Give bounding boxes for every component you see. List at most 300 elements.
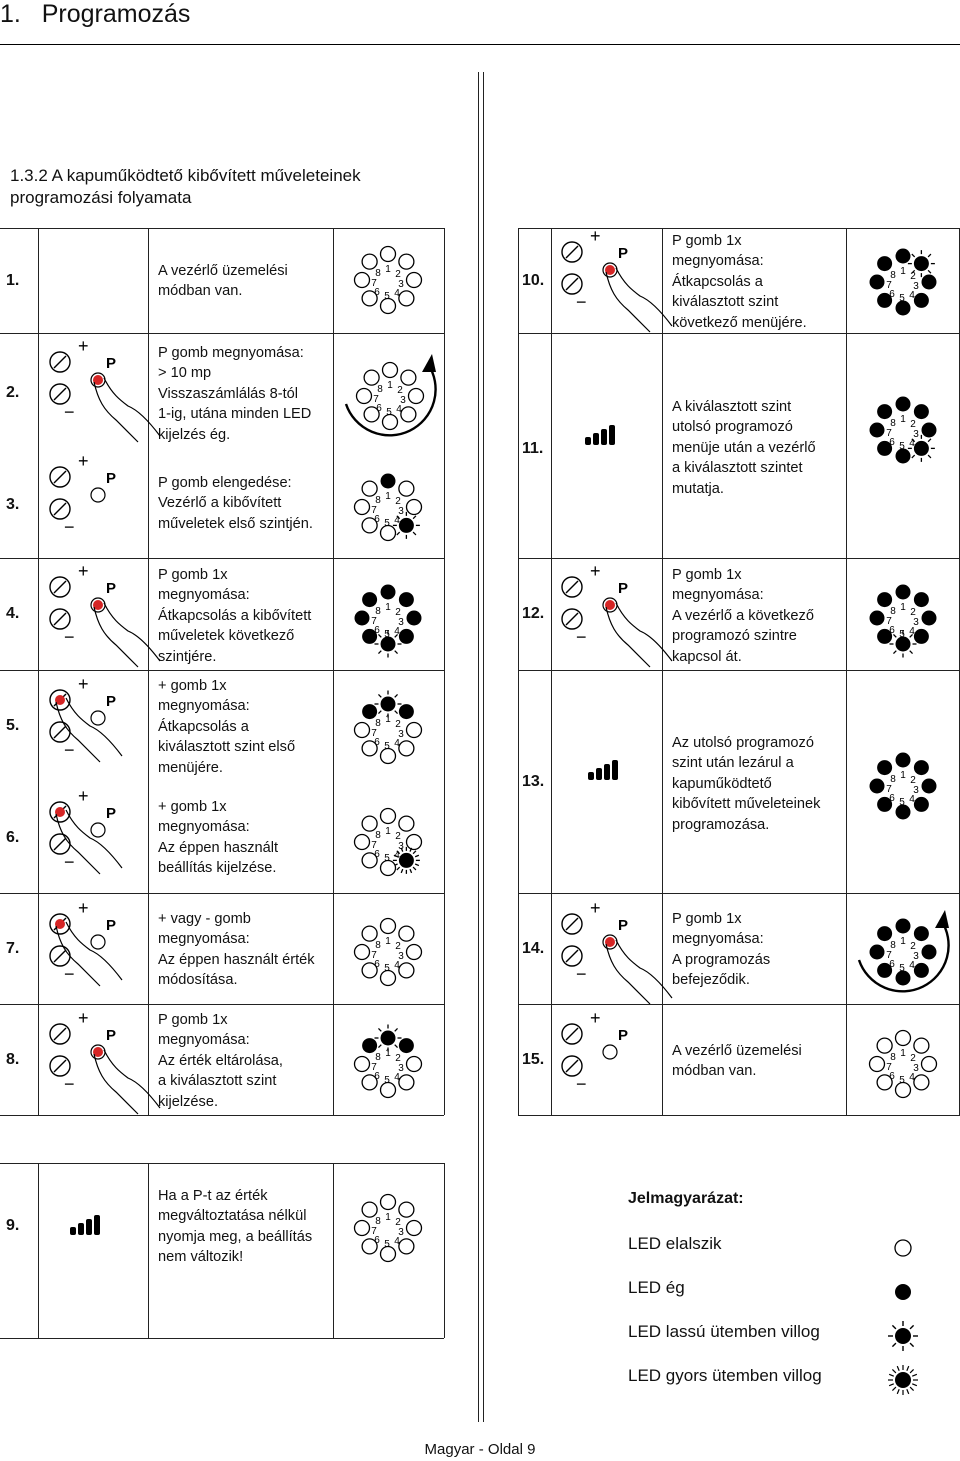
led-number-label: 8 [890, 418, 896, 429]
step-number: 1. [6, 272, 20, 289]
led-number-label: 5 [899, 293, 905, 304]
led-slow-blink-icon [381, 697, 396, 712]
led-number-label: 4 [909, 794, 915, 805]
hand-icon [606, 940, 672, 1004]
led-on-icon [914, 404, 929, 419]
led-on-icon [362, 704, 377, 719]
led-number-label: 3 [398, 841, 404, 852]
p-label: P [106, 470, 117, 487]
led-off-icon [401, 407, 416, 422]
led-number-label: 5 [899, 441, 905, 452]
led-number-label: 3 [913, 281, 919, 292]
p-button-icon [91, 711, 105, 725]
led-number-label: 7 [371, 728, 377, 739]
led-number-label: 8 [375, 268, 381, 279]
legend-label: LED gyors ütemben villog [628, 1366, 822, 1385]
led-number-label: 5 [384, 291, 390, 302]
button-panel [50, 1008, 160, 1114]
led-number-label: 6 [889, 1071, 895, 1082]
led-number-label: 8 [890, 774, 896, 785]
led-number-label: 8 [375, 718, 381, 729]
arrow-head-icon [422, 354, 436, 372]
led-panel [859, 910, 949, 991]
step-text: P gomb 1x megnyomása: Az érték eltárolása, a kiválasztott szint kijelzése. [158, 1012, 283, 1110]
led-number-label: 6 [376, 403, 382, 414]
led-off-icon [409, 389, 424, 404]
step-text: A vezérlő üzemelési módban van. [158, 263, 288, 300]
led-panel [355, 1025, 422, 1098]
led-number-label: 4 [909, 290, 915, 301]
led-number-label: 8 [375, 495, 381, 506]
led-number-label: 3 [398, 729, 404, 740]
step-text: + vagy - gomb megnyomása: Az éppen használt érték módosítása. [158, 911, 315, 989]
led-number-label: 3 [398, 506, 404, 517]
led-fast-blink-icon [399, 853, 414, 868]
led-number-label: 5 [384, 629, 390, 640]
led-off-icon [357, 389, 372, 404]
led-off-icon [407, 835, 422, 850]
led-number-label: 3 [398, 1227, 404, 1238]
button-panel [50, 898, 122, 986]
button-panel [50, 336, 160, 442]
led-number-label: 4 [909, 1072, 915, 1083]
led-on-icon [895, 1284, 911, 1300]
led-number-label: 3 [398, 279, 404, 290]
plus-label: + [78, 674, 89, 694]
led-number-label: 8 [375, 1052, 381, 1063]
led-number-label: 1 [385, 714, 391, 725]
step-number: 11. [522, 440, 544, 457]
step-number: 13. [522, 773, 545, 790]
led-on-icon [362, 592, 377, 607]
step-number: 2. [6, 384, 20, 401]
led-off-icon [381, 247, 396, 262]
led-on-icon [914, 629, 929, 644]
signal-bars-icon [70, 1215, 100, 1235]
step-text: A vezérlő üzemelési módban van. [672, 1043, 802, 1080]
led-number-label: 1 [385, 491, 391, 502]
led-number-label: 8 [890, 940, 896, 951]
plus-label: + [590, 1008, 601, 1028]
led-on-icon [922, 611, 937, 626]
signal-bars-icon [585, 425, 615, 445]
footer-separator: - [478, 1441, 484, 1458]
led-number-label: 5 [384, 518, 390, 529]
hand-icon [94, 603, 160, 667]
p-label: P [618, 245, 629, 262]
hand-icon [606, 603, 672, 667]
plus-label: + [78, 561, 89, 581]
led-on-icon [870, 423, 885, 438]
minus-label: − [64, 740, 75, 760]
led-number-label: 2 [395, 1053, 401, 1064]
led-off-icon [383, 363, 398, 378]
minus-label: − [64, 517, 75, 537]
led-number-label: 7 [371, 278, 377, 289]
led-panel [346, 354, 436, 435]
led-number-label: 5 [899, 797, 905, 808]
led-number-label: 3 [913, 1063, 919, 1074]
minus-label: − [576, 292, 587, 312]
p-label: P [106, 917, 117, 934]
led-panel [355, 585, 422, 658]
led-off-icon [355, 945, 370, 960]
led-number-label: 6 [889, 959, 895, 970]
led-on-icon [877, 760, 892, 775]
minus-label: − [64, 1074, 75, 1094]
p-label: P [106, 355, 117, 372]
led-on-icon [870, 611, 885, 626]
step-number: 12. [522, 605, 545, 622]
minus-label: − [576, 1074, 587, 1094]
led-off-icon [355, 273, 370, 288]
button-panel [562, 226, 672, 332]
led-number-label: 2 [910, 271, 916, 282]
p-label: P [106, 693, 117, 710]
legend-label: LED elalszik [628, 1234, 722, 1253]
button-panel [50, 674, 122, 762]
minus-label: − [64, 852, 75, 872]
led-off-icon [407, 1057, 422, 1072]
led-on-icon [877, 926, 892, 941]
led-number-label: 8 [375, 830, 381, 841]
led-on-icon [870, 275, 885, 290]
led-number-label: 6 [374, 625, 380, 636]
led-number-label: 7 [371, 616, 377, 627]
minus-label: − [64, 964, 75, 984]
led-off-icon [399, 1239, 414, 1254]
step-text: + gomb 1x megnyomása: Átkapcsolás a kiválasztott szint első menüjére. [158, 678, 296, 776]
led-number-label: 7 [886, 1062, 892, 1073]
led-on-icon [355, 611, 370, 626]
led-number-label: 7 [886, 428, 892, 439]
led-on-icon [381, 474, 396, 489]
led-slow-blink-icon [914, 441, 929, 456]
led-panel [355, 691, 422, 764]
button-panel [50, 561, 160, 667]
led-number-label: 4 [909, 438, 915, 449]
button-panel [50, 786, 122, 874]
plus-label: + [590, 561, 601, 581]
led-number-label: 2 [395, 607, 401, 618]
footer-language: Magyar [424, 1441, 475, 1458]
step-number: 10. [522, 272, 545, 289]
led-panel [870, 249, 937, 316]
led-number-label: 7 [371, 505, 377, 516]
led-panel [870, 585, 937, 658]
led-off-icon [870, 1057, 885, 1072]
p-label: P [106, 805, 117, 822]
button-panel [562, 898, 672, 1004]
hand-icon [94, 1050, 160, 1114]
led-slow-blink-icon [381, 1031, 396, 1046]
p-button-icon [91, 488, 105, 502]
led-on-icon [914, 293, 929, 308]
led-on-icon [914, 963, 929, 978]
led-off-icon [399, 291, 414, 306]
led-number-label: 1 [900, 1048, 906, 1059]
led-number-label: 2 [395, 831, 401, 842]
step-text: P gomb 1x megnyomása: A vezérlő a következő programozó szintre kapcsol át. [672, 567, 814, 665]
led-number-label: 3 [913, 429, 919, 440]
led-on-icon [914, 926, 929, 941]
led-number-label: 3 [913, 617, 919, 628]
led-number-label: 6 [374, 959, 380, 970]
button-panel [562, 1008, 628, 1094]
step-text: P gomb megnyomása: > 10 mp Visszaszámlálás 8-tól 1-ig, utána minden LED kijelzés ég. [158, 345, 312, 443]
minus-label: − [576, 964, 587, 984]
led-off-icon [362, 926, 377, 941]
hand-icon [94, 378, 160, 442]
led-panel [870, 1031, 937, 1098]
led-number-label: 2 [395, 941, 401, 952]
step-text: P gomb elengedése: Vezérlő a kibővített műveletek első szintjén. [158, 475, 313, 532]
led-number-label: 7 [371, 1226, 377, 1237]
led-off-icon [399, 254, 414, 269]
led-number-label: 5 [384, 963, 390, 974]
led-off-icon [362, 816, 377, 831]
led-number-label: 1 [900, 936, 906, 947]
led-on-icon [399, 629, 414, 644]
led-number-label: 6 [889, 289, 895, 300]
p-label: P [106, 580, 117, 597]
led-off-icon [407, 500, 422, 515]
led-number-label: 7 [371, 950, 377, 961]
led-on-icon [399, 1038, 414, 1053]
led-panel [355, 474, 422, 541]
led-panel [870, 753, 937, 820]
led-off-icon [381, 1195, 396, 1210]
chapter-number: 1. [0, 0, 21, 28]
led-number-label: 7 [886, 784, 892, 795]
minus-label: − [64, 402, 75, 422]
led-off-icon [877, 1038, 892, 1053]
p-button-icon [91, 823, 105, 837]
led-number-label: 5 [384, 1239, 390, 1250]
led-number-label: 1 [385, 1212, 391, 1223]
step-number: 5. [6, 717, 20, 734]
step-number: 9. [6, 1217, 20, 1234]
plus-label: + [590, 898, 601, 918]
led-off-icon [407, 273, 422, 288]
led-number-label: 4 [394, 1072, 400, 1083]
led-number-label: 8 [377, 384, 383, 395]
led-off-icon [407, 1221, 422, 1236]
led-number-label: 4 [394, 1236, 400, 1247]
led-on-icon [399, 704, 414, 719]
led-number-label: 3 [398, 951, 404, 962]
led-number-label: 7 [886, 950, 892, 961]
minus-label: − [64, 627, 75, 647]
led-number-label: 1 [900, 414, 906, 425]
arrow-head-icon [935, 910, 949, 928]
led-number-label: 2 [910, 941, 916, 952]
section-title-line1: 1.3.2 A kapuműködtető kibővített műveleteinek [10, 166, 361, 185]
legend-label: LED lassú ütemben villog [628, 1322, 820, 1341]
led-number-label: 4 [909, 626, 915, 637]
led-off-icon [914, 1075, 929, 1090]
led-off-icon [381, 919, 396, 934]
led-number-label: 4 [909, 960, 915, 971]
p-label: P [618, 917, 629, 934]
led-number-label: 4 [394, 738, 400, 749]
step-number: 4. [6, 605, 20, 622]
led-panel [355, 809, 422, 876]
step-number: 14. [522, 940, 545, 957]
led-number-label: 1 [385, 602, 391, 613]
led-off-icon [364, 370, 379, 385]
led-on-icon [922, 423, 937, 438]
led-off-icon [399, 816, 414, 831]
footer-page-number: 9 [527, 1441, 536, 1458]
led-on-icon [896, 249, 911, 264]
led-number-label: 1 [385, 826, 391, 837]
led-off-icon [895, 1240, 911, 1256]
led-on-icon [922, 945, 937, 960]
minus-label: − [576, 627, 587, 647]
p-button-icon [603, 1045, 617, 1059]
led-number-label: 7 [886, 280, 892, 291]
led-number-label: 1 [900, 602, 906, 613]
led-number-label: 8 [890, 270, 896, 281]
led-number-label: 4 [394, 515, 400, 526]
led-number-label: 2 [395, 496, 401, 507]
led-number-label: 6 [374, 287, 380, 298]
led-number-label: 7 [886, 616, 892, 627]
step-text: + gomb 1x megnyomása: Az éppen használt beállítás kijelzése. [158, 799, 279, 877]
led-number-label: 3 [400, 395, 406, 406]
led-on-icon [362, 1038, 377, 1053]
led-number-label: 1 [385, 936, 391, 947]
led-number-label: 6 [889, 793, 895, 804]
led-on-icon [914, 760, 929, 775]
step-number: 8. [6, 1051, 20, 1068]
hand-icon [606, 268, 672, 332]
led-on-icon [877, 256, 892, 271]
button-panel [50, 451, 116, 537]
plus-label: + [78, 1008, 89, 1028]
led-number-label: 6 [374, 737, 380, 748]
plus-label: + [78, 451, 89, 471]
led-number-label: 4 [394, 960, 400, 971]
led-number-label: 1 [900, 770, 906, 781]
led-off-icon [355, 1221, 370, 1236]
led-number-label: 2 [910, 419, 916, 430]
led-number-label: 2 [910, 1053, 916, 1064]
led-number-label: 6 [889, 437, 895, 448]
led-off-icon [896, 1031, 911, 1046]
led-off-icon [355, 500, 370, 515]
footer-page-label: Oldal [487, 1441, 523, 1458]
step-text: A kiválasztott szint utolsó programozó menüje után a vezérlő a kiválasztott szintet mutatja. [672, 399, 816, 497]
button-panel [562, 561, 672, 667]
chapter-title: Programozás [41, 0, 191, 28]
led-on-icon [877, 404, 892, 419]
led-on-icon [922, 275, 937, 290]
led-number-label: 1 [385, 1048, 391, 1059]
led-number-label: 6 [374, 849, 380, 860]
led-number-label: 7 [371, 1062, 377, 1073]
led-number-label: 5 [386, 407, 392, 418]
led-on-icon [896, 753, 911, 768]
led-number-label: 8 [375, 940, 381, 951]
step-text: Az utolsó programozó szint után lezárul a kapuműködtető kibővített műveleteinek programozása. [672, 735, 821, 833]
led-number-label: 7 [373, 394, 379, 405]
led-panel [355, 247, 422, 314]
led-number-label: 6 [889, 625, 895, 636]
plus-label: + [78, 786, 89, 806]
led-number-label: 5 [384, 1075, 390, 1086]
step-text: P gomb 1x megnyomása: Átkapcsolás a kiválasztott szint következő menüjére. [672, 233, 807, 331]
step-text: P gomb 1x megnyomása: Átkapcsolás a kibővített műveletek következő szintjére. [158, 567, 312, 665]
led-number-label: 5 [899, 963, 905, 974]
p-button-icon [91, 935, 105, 949]
step-number: 15. [522, 1051, 545, 1068]
led-number-label: 2 [397, 385, 403, 396]
led-number-label: 2 [395, 1217, 401, 1228]
legend-symbols [888, 1240, 918, 1395]
led-off-icon [362, 1202, 377, 1217]
led-number-label: 1 [900, 266, 906, 277]
step-text: Ha a P-t az érték megváltoztatása nélkül nyomja meg, a beállítás nem változik! [158, 1188, 313, 1266]
led-off-icon [355, 835, 370, 850]
led-number-label: 3 [913, 951, 919, 962]
led-slow-blink-icon [914, 256, 929, 271]
led-on-icon [922, 779, 937, 794]
led-on-icon [914, 592, 929, 607]
led-on-icon [399, 592, 414, 607]
led-number-label: 4 [396, 404, 402, 415]
led-number-label: 1 [385, 264, 391, 275]
led-off-icon [355, 1057, 370, 1072]
step-number: 6. [6, 829, 20, 846]
led-on-icon [407, 611, 422, 626]
led-number-label: 5 [384, 853, 390, 864]
led-off-icon [399, 1202, 414, 1217]
led-off-icon [399, 1075, 414, 1090]
led-panel [355, 919, 422, 986]
led-on-icon [896, 397, 911, 412]
led-on-icon [896, 919, 911, 934]
led-number-label: 5 [384, 741, 390, 752]
led-number-label: 5 [899, 1075, 905, 1086]
plus-label: + [78, 336, 89, 356]
led-off-icon [381, 809, 396, 824]
led-off-icon [355, 723, 370, 738]
led-slow-blink-icon [399, 518, 414, 533]
led-on-icon [870, 779, 885, 794]
led-number-label: 8 [890, 1052, 896, 1063]
led-number-label: 8 [375, 1216, 381, 1227]
led-off-icon [399, 963, 414, 978]
plus-label: + [590, 226, 601, 246]
led-panel [355, 1195, 422, 1262]
led-on-icon [870, 945, 885, 960]
led-fast-blink-icon [895, 1372, 911, 1388]
led-number-label: 5 [899, 629, 905, 640]
led-on-icon [381, 585, 396, 600]
led-off-icon [399, 481, 414, 496]
led-number-label: 3 [398, 617, 404, 628]
led-number-label: 2 [395, 719, 401, 730]
led-off-icon [407, 945, 422, 960]
step-number: 3. [6, 496, 20, 513]
led-off-icon [407, 723, 422, 738]
led-number-label: 2 [395, 269, 401, 280]
led-off-icon [362, 254, 377, 269]
led-on-icon [877, 592, 892, 607]
led-on-icon [896, 585, 911, 600]
